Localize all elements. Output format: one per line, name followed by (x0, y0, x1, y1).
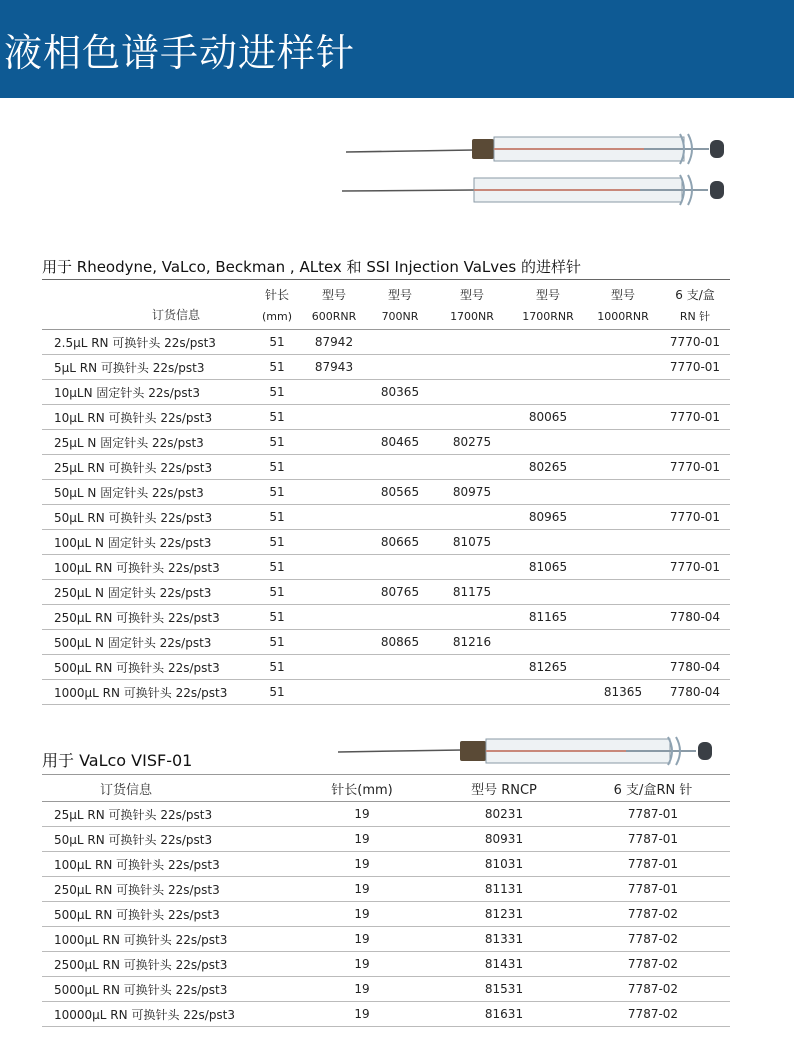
cell-pack: 7770-01 (660, 405, 730, 430)
cell-needle-length: 51 (252, 355, 302, 380)
cell-1700nr (434, 330, 510, 355)
cell-1700rnr (510, 630, 586, 655)
cell-model-rncp: 81631 (432, 1002, 576, 1027)
cell-1700nr: 81216 (434, 630, 510, 655)
cell-description: 50μL RN 可换针头 22s/pst3 (42, 505, 252, 530)
table-row (42, 852, 730, 877)
cell-pack: 7770-01 (660, 505, 730, 530)
cell-700nr: 80465 (366, 430, 434, 455)
cell-description: 100μL RN 可换针头 22s/pst3 (42, 852, 292, 877)
cell-700nr (366, 455, 434, 480)
cell-description: 5μL RN 可换针头 22s/pst3 (42, 355, 252, 380)
cell-600rnr (302, 605, 366, 630)
cell-700nr: 80865 (366, 630, 434, 655)
cell-1700nr (434, 505, 510, 530)
cell-1000rnr (586, 530, 660, 555)
cell-1700nr (434, 655, 510, 680)
table-row (42, 952, 730, 977)
cell-needle-length: 19 (292, 802, 432, 827)
cell-needle-length: 19 (292, 952, 432, 977)
cell-description: 5000μL RN 可换针头 22s/pst3 (42, 977, 292, 1002)
cell-1700rnr (510, 480, 586, 505)
cell-1000rnr (586, 430, 660, 455)
cell-description: 250μL N 固定针头 22s/pst3 (42, 580, 252, 605)
section1-title: 用于 Rheodyne, VaLco, Beckman , ALtex 和 SSI Injection VaLves 的进样针 (42, 258, 581, 276)
cell-description: 500μL RN 可换针头 22s/pst3 (42, 902, 292, 927)
cell-description: 10000μL RN 可换针头 22s/pst3 (42, 1002, 292, 1027)
cell-600rnr (302, 530, 366, 555)
cell-needle-length: 19 (292, 1002, 432, 1027)
cell-1700rnr (510, 380, 586, 405)
cell-pack: 7787-02 (576, 927, 730, 952)
cell-pack: 7780-04 (660, 605, 730, 630)
order-info-header: 订货信息 (42, 279, 252, 330)
cell-1000rnr (586, 605, 660, 630)
table-row (42, 877, 730, 902)
cell-1700nr: 81075 (434, 530, 510, 555)
cell-description: 25μL RN 可换针头 22s/pst3 (42, 455, 252, 480)
cell-700nr (366, 355, 434, 380)
col-header-pack: 6 支/盒RN 针 (576, 775, 730, 802)
cell-1000rnr (586, 405, 660, 430)
cell-700nr: 80365 (366, 380, 434, 405)
cell-needle-length: 19 (292, 977, 432, 1002)
cell-600rnr (302, 455, 366, 480)
col-header-needle-length: 针长(mm) (292, 775, 432, 802)
cell-needle-length: 51 (252, 655, 302, 680)
cell-needle-length: 51 (252, 605, 302, 630)
col-header-model: 型号 (459, 288, 484, 302)
cell-1000rnr (586, 480, 660, 505)
cell-pack: 7787-02 (576, 952, 730, 977)
table-row (42, 530, 730, 555)
syringe-image-3 (336, 736, 720, 768)
cell-description: 1000μL RN 可换针头 22s/pst3 (42, 927, 292, 952)
cell-700nr (366, 330, 434, 355)
cell-pack: 7780-04 (660, 680, 730, 705)
cell-600rnr (302, 430, 366, 455)
cell-1700rnr (510, 330, 586, 355)
table-row (42, 977, 730, 1002)
cell-pack: 7770-01 (660, 455, 730, 480)
cell-pack (660, 380, 730, 405)
cell-pack: 7780-04 (660, 655, 730, 680)
col-header-pack: 6 支/盒 (675, 288, 715, 302)
cell-needle-length: 19 (292, 877, 432, 902)
cell-1700nr (434, 405, 510, 430)
cell-pack: 7787-01 (576, 877, 730, 902)
cell-1000rnr: 81365 (586, 680, 660, 705)
cell-pack: 7787-02 (576, 902, 730, 927)
table-row (42, 355, 730, 380)
cell-description: 100μL N 固定针头 22s/pst3 (42, 530, 252, 555)
cell-700nr: 80665 (366, 530, 434, 555)
section2-title: 用于 VaLco VISF-01 (42, 751, 193, 770)
col-header-model: 型号 (321, 288, 346, 302)
cell-needle-length: 51 (252, 680, 302, 705)
cell-1700rnr: 80965 (510, 505, 586, 530)
cell-description: 25μL RN 可换针头 22s/pst3 (42, 802, 292, 827)
cell-600rnr (302, 505, 366, 530)
cell-model-rncp: 80931 (432, 827, 576, 852)
cell-description: 250μL RN 可换针头 22s/pst3 (42, 605, 252, 630)
header-banner (0, 0, 794, 98)
col-subheader-model: 1000RNR (586, 303, 660, 330)
cell-needle-length: 51 (252, 405, 302, 430)
cell-pack: 7770-01 (660, 330, 730, 355)
cell-needle-length: 51 (252, 630, 302, 655)
cell-needle-length: 19 (292, 902, 432, 927)
cell-1700nr: 80975 (434, 480, 510, 505)
cell-600rnr (302, 380, 366, 405)
table-row (42, 505, 730, 530)
cell-600rnr (302, 555, 366, 580)
cell-description: 250μL RN 可换针头 22s/pst3 (42, 877, 292, 902)
table-row (42, 827, 730, 852)
cell-1000rnr (586, 330, 660, 355)
cell-600rnr (302, 680, 366, 705)
cell-needle-length: 51 (252, 530, 302, 555)
cell-1700nr (434, 355, 510, 380)
table-row (42, 1002, 730, 1027)
col-header-needle-length: 针长 (264, 288, 289, 302)
cell-description: 500μL N 固定针头 22s/pst3 (42, 630, 252, 655)
table-row (42, 580, 730, 605)
col-subheader-model: 1700RNR (510, 303, 586, 330)
cell-1000rnr (586, 380, 660, 405)
cell-1700nr: 81175 (434, 580, 510, 605)
cell-600rnr (302, 405, 366, 430)
cell-1700nr (434, 555, 510, 580)
table-row (42, 605, 730, 630)
cell-700nr (366, 505, 434, 530)
cell-pack: 7787-01 (576, 852, 730, 877)
cell-needle-length: 19 (292, 827, 432, 852)
col-subheader-unit: (mm) (252, 303, 302, 330)
cell-700nr: 80565 (366, 480, 434, 505)
cell-model-rncp: 81431 (432, 952, 576, 977)
cell-1700nr (434, 605, 510, 630)
cell-description: 10μL RN 可换针头 22s/pst3 (42, 405, 252, 430)
col-header-model: 型号 RNCP (432, 775, 576, 802)
cell-1700nr (434, 680, 510, 705)
cell-description: 500μL RN 可换针头 22s/pst3 (42, 655, 252, 680)
cell-needle-length: 51 (252, 330, 302, 355)
cell-model-rncp: 81531 (432, 977, 576, 1002)
cell-1000rnr (586, 580, 660, 605)
col-header-model: 型号 (387, 288, 412, 302)
cell-1700rnr (510, 355, 586, 380)
table-row (42, 430, 730, 455)
cell-pack (660, 530, 730, 555)
cell-600rnr (302, 630, 366, 655)
cell-pack (660, 480, 730, 505)
cell-1700rnr: 81065 (510, 555, 586, 580)
cell-description: 100μL RN 可换针头 22s/pst3 (42, 555, 252, 580)
cell-1700nr (434, 380, 510, 405)
cell-model-rncp: 81231 (432, 902, 576, 927)
cell-1000rnr (586, 630, 660, 655)
cell-model-rncp: 80231 (432, 802, 576, 827)
cell-700nr (366, 680, 434, 705)
col-header-model: 型号 (610, 288, 635, 302)
cell-1000rnr (586, 455, 660, 480)
table-row (42, 902, 730, 927)
cell-pack (660, 430, 730, 455)
cell-1700rnr: 81265 (510, 655, 586, 680)
table-row (42, 555, 730, 580)
cell-needle-length: 51 (252, 555, 302, 580)
cell-1000rnr (586, 655, 660, 680)
cell-description: 50μL N 固定针头 22s/pst3 (42, 480, 252, 505)
cell-description: 1000μL RN 可换针头 22s/pst3 (42, 680, 252, 705)
cell-pack: 7787-01 (576, 802, 730, 827)
syringe-image-1 (344, 130, 734, 166)
table-row (42, 655, 730, 680)
cell-description: 50μL RN 可换针头 22s/pst3 (42, 827, 292, 852)
cell-1700rnr (510, 430, 586, 455)
col-subheader-model: 1700NR (434, 303, 510, 330)
cell-600rnr (302, 580, 366, 605)
table-row (42, 927, 730, 952)
page-title: 液相色谱手动进样针 (4, 31, 356, 75)
cell-pack: 7787-01 (576, 827, 730, 852)
cell-model-rncp: 81331 (432, 927, 576, 952)
cell-600rnr: 87943 (302, 355, 366, 380)
cell-1700rnr (510, 680, 586, 705)
cell-needle-length: 19 (292, 852, 432, 877)
table-row (42, 480, 730, 505)
cell-needle-length: 51 (252, 380, 302, 405)
cell-700nr (366, 605, 434, 630)
cell-1000rnr (586, 505, 660, 530)
syringe-image-2 (340, 172, 734, 208)
table-row (42, 680, 730, 705)
cell-needle-length: 51 (252, 455, 302, 480)
cell-1000rnr (586, 555, 660, 580)
cell-600rnr: 87942 (302, 330, 366, 355)
cell-1000rnr (586, 355, 660, 380)
col-subheader-model: 600RNR (302, 303, 366, 330)
cell-700nr (366, 405, 434, 430)
cell-1700rnr (510, 580, 586, 605)
cell-1700rnr: 80265 (510, 455, 586, 480)
table-row (42, 405, 730, 430)
cell-model-rncp: 81031 (432, 852, 576, 877)
cell-needle-length: 51 (252, 580, 302, 605)
order-info-header: 订货信息 (42, 775, 292, 802)
cell-pack: 7787-02 (576, 1002, 730, 1027)
col-subheader-model: 700NR (366, 303, 434, 330)
cell-1700nr: 80275 (434, 430, 510, 455)
col-header-model: 型号 (535, 288, 560, 302)
section1-table (42, 279, 730, 705)
cell-needle-length: 51 (252, 430, 302, 455)
cell-model-rncp: 81131 (432, 877, 576, 902)
cell-description: 2500μL RN 可换针头 22s/pst3 (42, 952, 292, 977)
table-row (42, 630, 730, 655)
cell-needle-length: 51 (252, 505, 302, 530)
cell-600rnr (302, 480, 366, 505)
cell-description: 2.5μL RN 可换针头 22s/pst3 (42, 330, 252, 355)
section2-table (42, 774, 730, 1027)
table-row (42, 455, 730, 480)
cell-description: 10μLN 固定针头 22s/pst3 (42, 380, 252, 405)
table-row (42, 330, 730, 355)
cell-700nr: 80765 (366, 580, 434, 605)
cell-needle-length: 51 (252, 480, 302, 505)
cell-pack (660, 630, 730, 655)
cell-600rnr (302, 655, 366, 680)
cell-1700rnr: 81165 (510, 605, 586, 630)
cell-needle-length: 19 (292, 927, 432, 952)
cell-700nr (366, 655, 434, 680)
cell-description: 25μL N 固定针头 22s/pst3 (42, 430, 252, 455)
cell-pack (660, 580, 730, 605)
table-row (42, 802, 730, 827)
cell-1700rnr (510, 530, 586, 555)
cell-700nr (366, 555, 434, 580)
table-row (42, 380, 730, 405)
cell-pack: 7770-01 (660, 355, 730, 380)
cell-pack: 7787-02 (576, 977, 730, 1002)
cell-pack: 7770-01 (660, 555, 730, 580)
cell-1700nr (434, 455, 510, 480)
col-subheader-pack: RN 针 (660, 303, 730, 330)
cell-1700rnr: 80065 (510, 405, 586, 430)
